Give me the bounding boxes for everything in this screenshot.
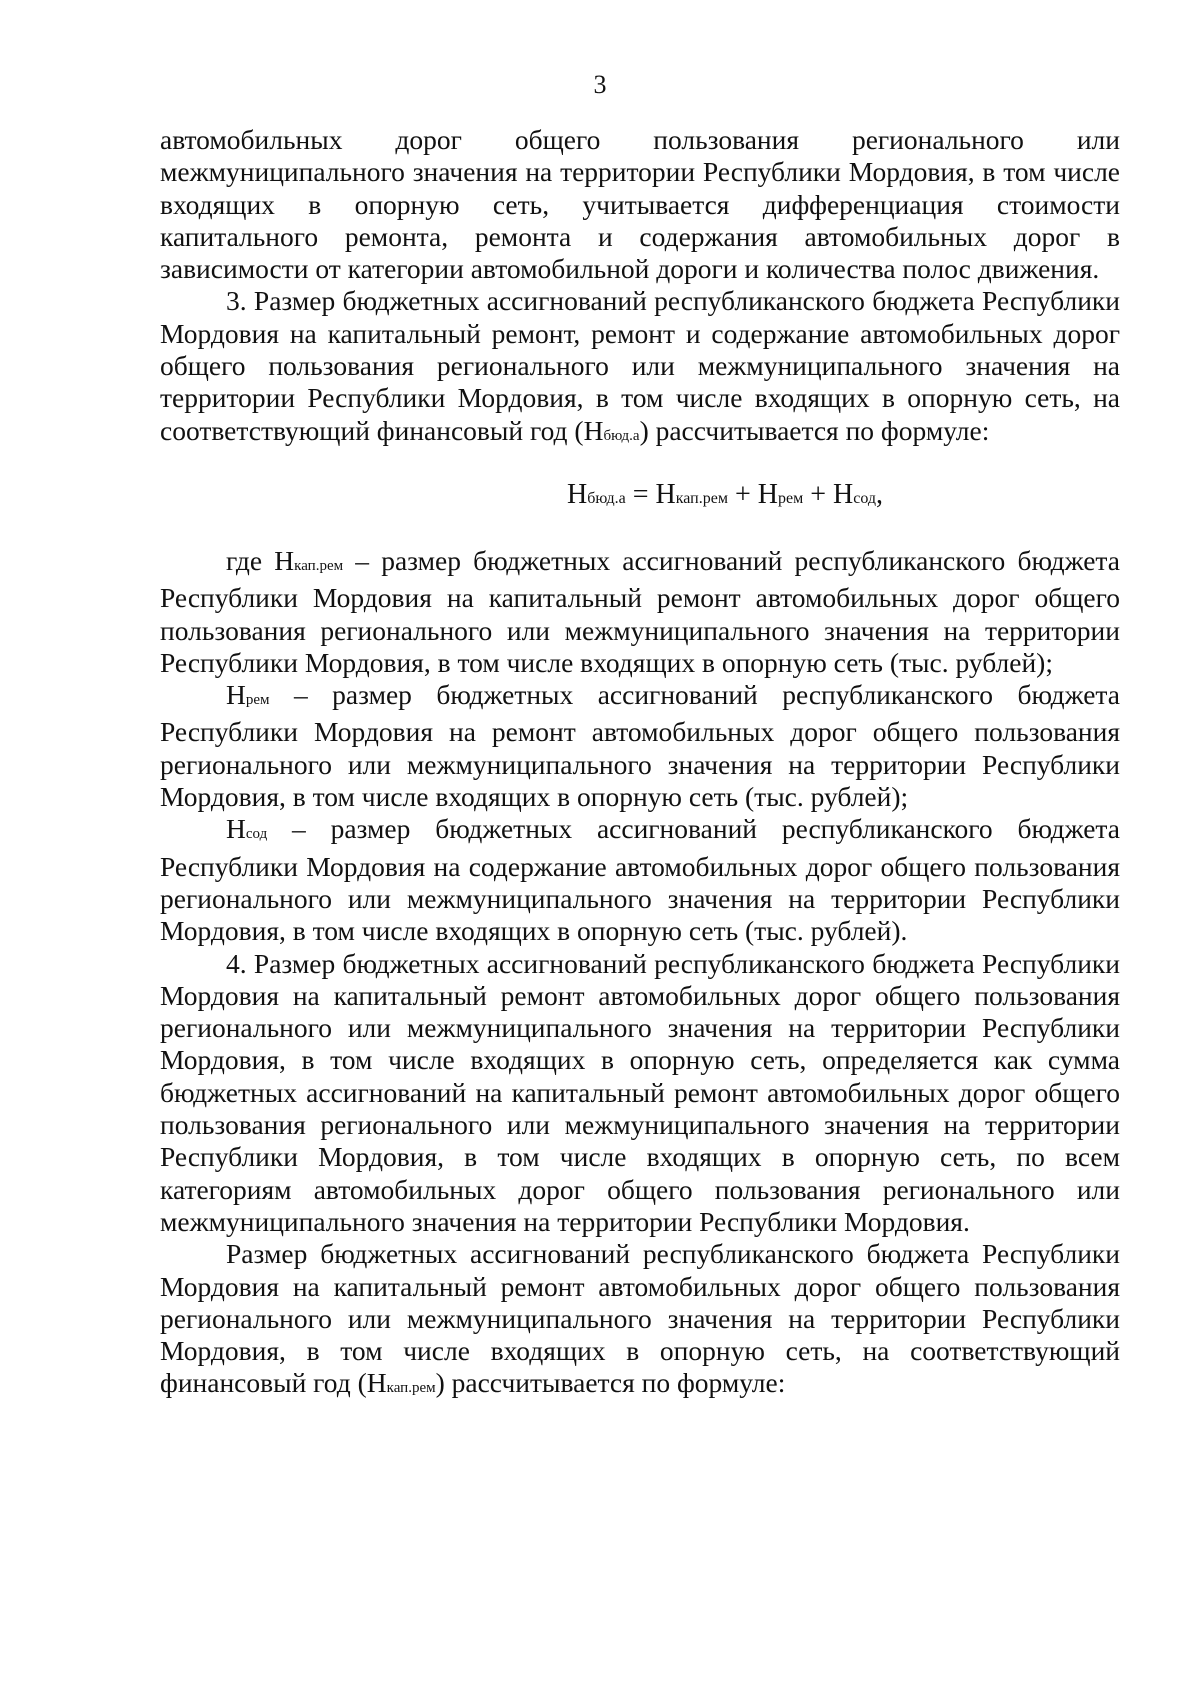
formula-total [160,475,1120,519]
subscript: кап.рем [294,557,344,574]
definition-prefix: где [226,544,275,576]
paragraph-continuation: автомобильных дорог общего пользования регионального или межмуниципального значения на территории Республики Мордовия, в том числе входящих в опорную сеть, учитывается дифференциация стоимости капитального ремонта, ремонта и содержания автомобильных дорог в зависимости от категории автомобильной дороги и количества полос движения. [160,124,1120,285]
symbol-n: Н [226,679,246,711]
paragraph-item-3 [160,285,1120,451]
paragraph-tail: ) рассчитывается по формуле: [435,1367,786,1399]
symbol-n: Н [274,544,295,576]
subscript: сод [245,826,268,843]
definition-capital-repair [160,545,1120,679]
symbol-n: Н [583,414,604,446]
paragraph-item-3-text: 3. Размер бюджетных ассигнований республиканского бюджета Республики Мордовия на капитальный ремонт, ремонт и содержание автомобильных дорог общего пользования регионального или межмуниципального значения на территории Республики Мордовия, в том числе входящих в опорную сеть, на соответствующий финансовый год ( [160,285,1120,446]
definition-text: – размер бюджетных ассигнований республиканского бюджета Республики Мордовия на ремонт автомобильных дорог общего пользования регионального или межмуниципального значения на территории Республики Мордовия, в том числе входящих в опорную сеть (тыс. рублей); [160,679,1120,813]
formula-term1-subscript: кап.рем [675,489,728,507]
definition-text: – размер бюджетных ассигнований республиканского бюджета Республики Мордовия на содержание автомобильных дорог общего пользования регионального или межмуниципального значения на территории Республики Мордовия, в том числе входящих в опорную сеть (тыс. рублей). [160,813,1120,947]
formula-plus: + [727,478,758,510]
formula-lhs-symbol: Н [566,478,588,510]
paragraph-text: Размер бюджетных ассигнований республиканского бюджета Республики Мордовия на капитальный ремонт автомобильных дорог общего пользования регионального или межмуниципального значения на территории Республики Мордовия, в том числе входящих в опорную сеть, на соответствующий финансовый год ( [160,1238,1120,1399]
subscript: рем [245,692,270,709]
formula-term2-symbol: Н [757,478,778,510]
subscript: кап.рем [386,1380,436,1397]
formula-term3-symbol: Н [833,478,854,510]
document-body [160,124,1120,1405]
formula-term3-subscript: сод [853,489,877,507]
paragraph-capital-repair-size [160,1238,1120,1404]
paragraph-item-4: 4. Размер бюджетных ассигнований республиканского бюджета Республики Мордовия на капитальный ремонт автомобильных дорог общего пользования регионального или межмуниципального значения на территории Республики Мордовия, в том числе входящих в опорную сеть, определяется как сумма бюджетных ассигнований на капитальный ремонт автомобильных дорог общего пользования регионального или межмуниципального значения на территории Республики Мордовия, в том числе входящих в опорную сеть, по всем категориям автомобильных дорог общего пользования регионального или межмуниципального значения на территории Республики Мордовия. [160,947,1120,1237]
formula-end: , [876,478,884,510]
formula-equals: = [625,478,656,510]
formula-term2-subscript: рем [778,489,804,507]
paragraph-item-3-tail: ) рассчитывается по формуле: [639,414,990,446]
subscript: бюд.а [603,427,640,444]
formula-lhs-subscript: бюд.а [587,489,626,507]
symbol-n: Н [366,1367,387,1399]
symbol-n: Н [226,813,246,845]
formula-term1-symbol: Н [655,478,676,510]
definition-text: – размер бюджетных ассигнований республиканского бюджета Республики Мордовия на капитальный ремонт автомобильных дорог общего пользования регионального или межмуниципального значения на территории Республики Мордовия, в том числе входящих в опорную сеть (тыс. рублей); [160,544,1120,678]
page-number: 3 [593,70,607,99]
formula-plus: + [803,478,834,510]
definition-maintenance [160,813,1120,947]
definition-repair [160,679,1120,813]
